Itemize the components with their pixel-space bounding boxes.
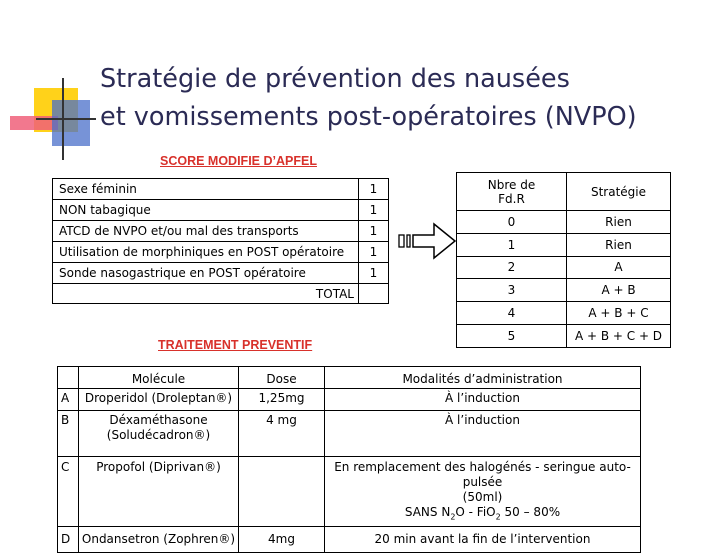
- treatment-modalites: À l’induction: [325, 389, 641, 411]
- treatment-row: [58, 389, 641, 411]
- molecule-line2: (Soludécadron®): [106, 428, 211, 442]
- treatment-row: [58, 457, 641, 527]
- strategy-nbre: 3: [457, 279, 567, 302]
- modalites-line3: [327, 505, 638, 524]
- score-row: [53, 242, 389, 263]
- strategy-row: [457, 324, 671, 347]
- treatment-molecule: [79, 411, 239, 457]
- title-line-1: Stratégie de prévention des nausées: [100, 64, 570, 94]
- strategy-table: [456, 172, 671, 348]
- logo-horizontal-line: [36, 118, 96, 120]
- strategy-nbre: 5: [457, 324, 567, 347]
- strategy-row: [457, 256, 671, 279]
- treatment-header-row: [58, 367, 641, 389]
- score-criterion: Sonde nasogastrique en POST opératoire: [53, 263, 359, 284]
- strategy-header-row: [457, 173, 671, 211]
- modalites-line3-prefix: SANS N: [404, 505, 451, 519]
- strategy-nbre: 4: [457, 302, 567, 325]
- right-arrow-icon: [398, 220, 458, 262]
- score-section-label: SCORE MODIFIE D’APFEL: [160, 154, 317, 168]
- score-points: 1: [359, 179, 389, 200]
- treatment-letter: A: [58, 389, 79, 411]
- treatment-table: [57, 366, 641, 553]
- treatment-modalites: [325, 457, 641, 527]
- strategy-value: Rien: [567, 211, 671, 234]
- strategy-nbre: 2: [457, 256, 567, 279]
- molecule-line1: Déxaméthasone: [109, 413, 208, 427]
- treatment-letter-header: [58, 367, 79, 389]
- score-points: 1: [359, 200, 389, 221]
- strategie-header: Stratégie: [567, 173, 671, 211]
- modalites-line2: (50ml): [462, 490, 503, 504]
- treatment-dose: 1,25mg: [239, 389, 325, 411]
- score-points: 1: [359, 242, 389, 263]
- modalites-line1: En remplacement des halogénés - seringue auto-pulsée: [334, 460, 631, 489]
- treatment-letter: C: [58, 457, 79, 527]
- score-row: [53, 263, 389, 284]
- nbre-fdr-header: [457, 173, 567, 211]
- strategy-value: Rien: [567, 233, 671, 256]
- score-row: [53, 221, 389, 242]
- treatment-dose: 4 mg: [239, 411, 325, 457]
- traitement-section-label: TRAITEMENT PREVENTIF: [158, 338, 313, 352]
- modalites-header: Modalités d’administration: [325, 367, 641, 389]
- strategy-row: [457, 302, 671, 325]
- score-points: 1: [359, 221, 389, 242]
- strategy-value: A + B: [567, 279, 671, 302]
- treatment-molecule: Propofol (Diprivan®): [79, 457, 239, 527]
- treatment-letter: D: [58, 527, 79, 553]
- modalites-line3-mid: O - FiO: [455, 505, 496, 519]
- score-total-row: [53, 284, 389, 304]
- score-criterion: ATCD de NVPO et/ou mal des transports: [53, 221, 359, 242]
- strategy-value: A + B + C + D: [567, 324, 671, 347]
- dose-header: Dose: [239, 367, 325, 389]
- treatment-dose: 4mg: [239, 527, 325, 553]
- page-title: [100, 60, 710, 136]
- title-line-2: et vomissements post-opératoires (NVPO): [100, 102, 637, 132]
- total-value: [359, 284, 389, 304]
- strategy-nbre: 1: [457, 233, 567, 256]
- strategy-row: [457, 279, 671, 302]
- logo-blue-square: [52, 100, 90, 146]
- strategy-value: A: [567, 256, 671, 279]
- modalites-line3-sub1: 2: [450, 512, 456, 522]
- score-criterion: Sexe féminin: [53, 179, 359, 200]
- treatment-letter: B: [58, 411, 79, 457]
- score-criterion: NON tabagique: [53, 200, 359, 221]
- strategy-row: [457, 233, 671, 256]
- score-row: [53, 179, 389, 200]
- nbre-header-line2: Fd.R: [498, 191, 525, 206]
- score-criterion: Utilisation de morphiniques en POST opératoire: [53, 242, 359, 263]
- nbre-header-line1: Nbre de: [487, 177, 536, 192]
- treatment-dose: [239, 457, 325, 527]
- score-row: [53, 200, 389, 221]
- strategy-value: A + B + C: [567, 302, 671, 325]
- treatment-molecule: Droperidol (Droleptan®): [79, 389, 239, 411]
- treatment-modalites: 20 min avant la fin de l’intervention: [325, 527, 641, 553]
- modalites-line3-sub2: 2: [495, 512, 501, 522]
- strategy-nbre: 0: [457, 211, 567, 234]
- score-points: 1: [359, 263, 389, 284]
- strategy-row: [457, 211, 671, 234]
- score-table: [52, 178, 389, 304]
- treatment-modalites: À l’induction: [325, 411, 641, 457]
- treatment-molecule: Ondansetron (Zophren®): [79, 527, 239, 553]
- total-label: TOTAL: [53, 284, 359, 304]
- treatment-row: [58, 411, 641, 457]
- molecule-header: Molécule: [79, 367, 239, 389]
- modalites-line3-suffix: 50 – 80%: [500, 505, 561, 519]
